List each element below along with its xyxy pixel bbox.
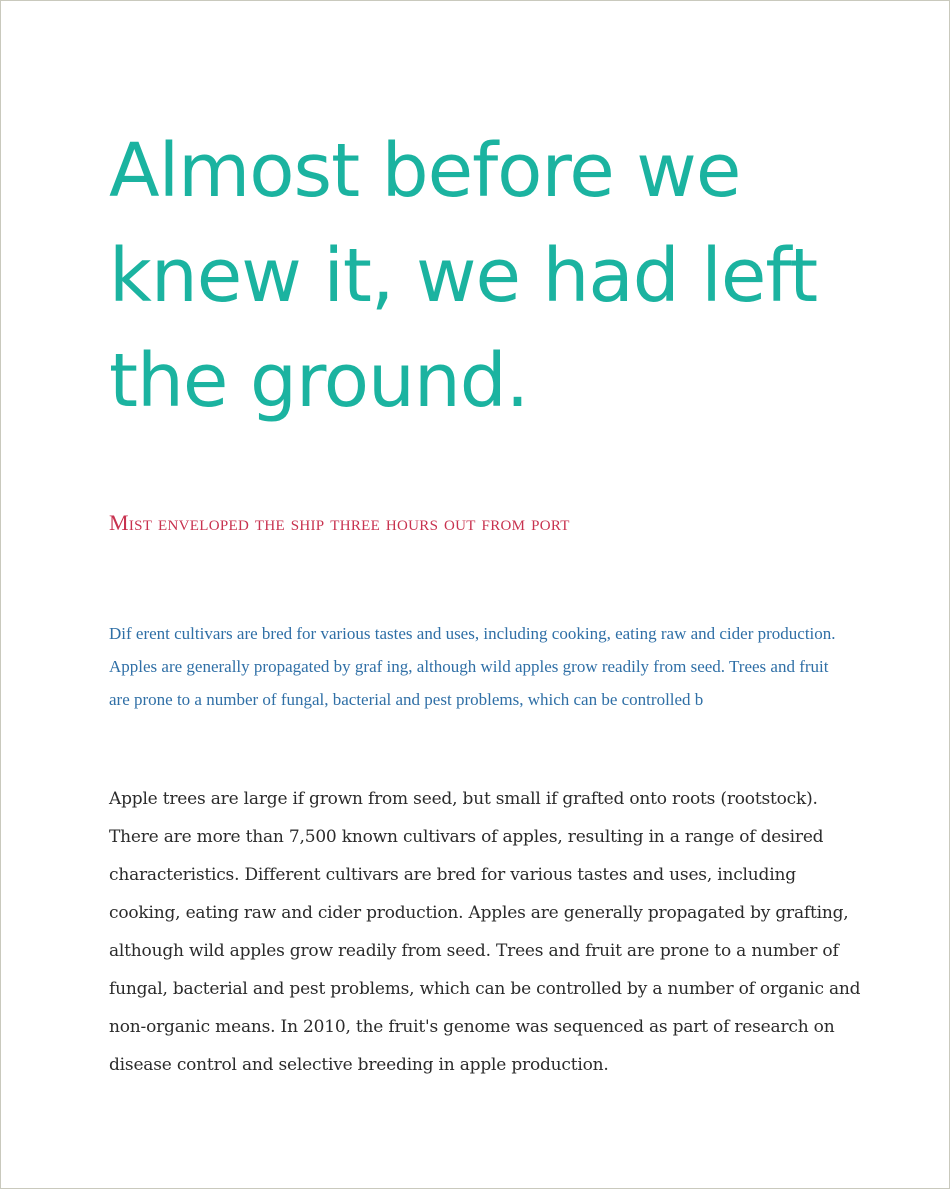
headline: Almost before we knew it, we had left the ground. [109,128,818,424]
subheading: Mist enveloped the ship three hours out from port [109,510,570,535]
lead-paragraph: Dif erent cultivars are bred for various tastes and uses, including cooking, eating raw and cider production. Apples are generally propagated by graf ing, although wild apples grow readily from seed. Trees and fruit are prone to a number of fungal, bacterial and pest problems, which can be controlled b [109,624,836,709]
body-paragraph: Apple trees are large if grown from seed, but small if grafted onto roots (rootstock). There are more than 7,500 known cultivars of apples, resulting in a range of desired characteristics. Different cultivars are bred for various tastes and uses, including cooking, eating raw and cider production. Apples are generally propagated by grafting, although wild apples grow readily from seed. Trees and fruit are prone to a number of fungal, bacterial and pest problems, which can be controlled by a number of organic and non-organic means. In 2010, the fruit's genome was sequenced as part of research on disease control and selective breeding in apple production. [109,789,861,1075]
